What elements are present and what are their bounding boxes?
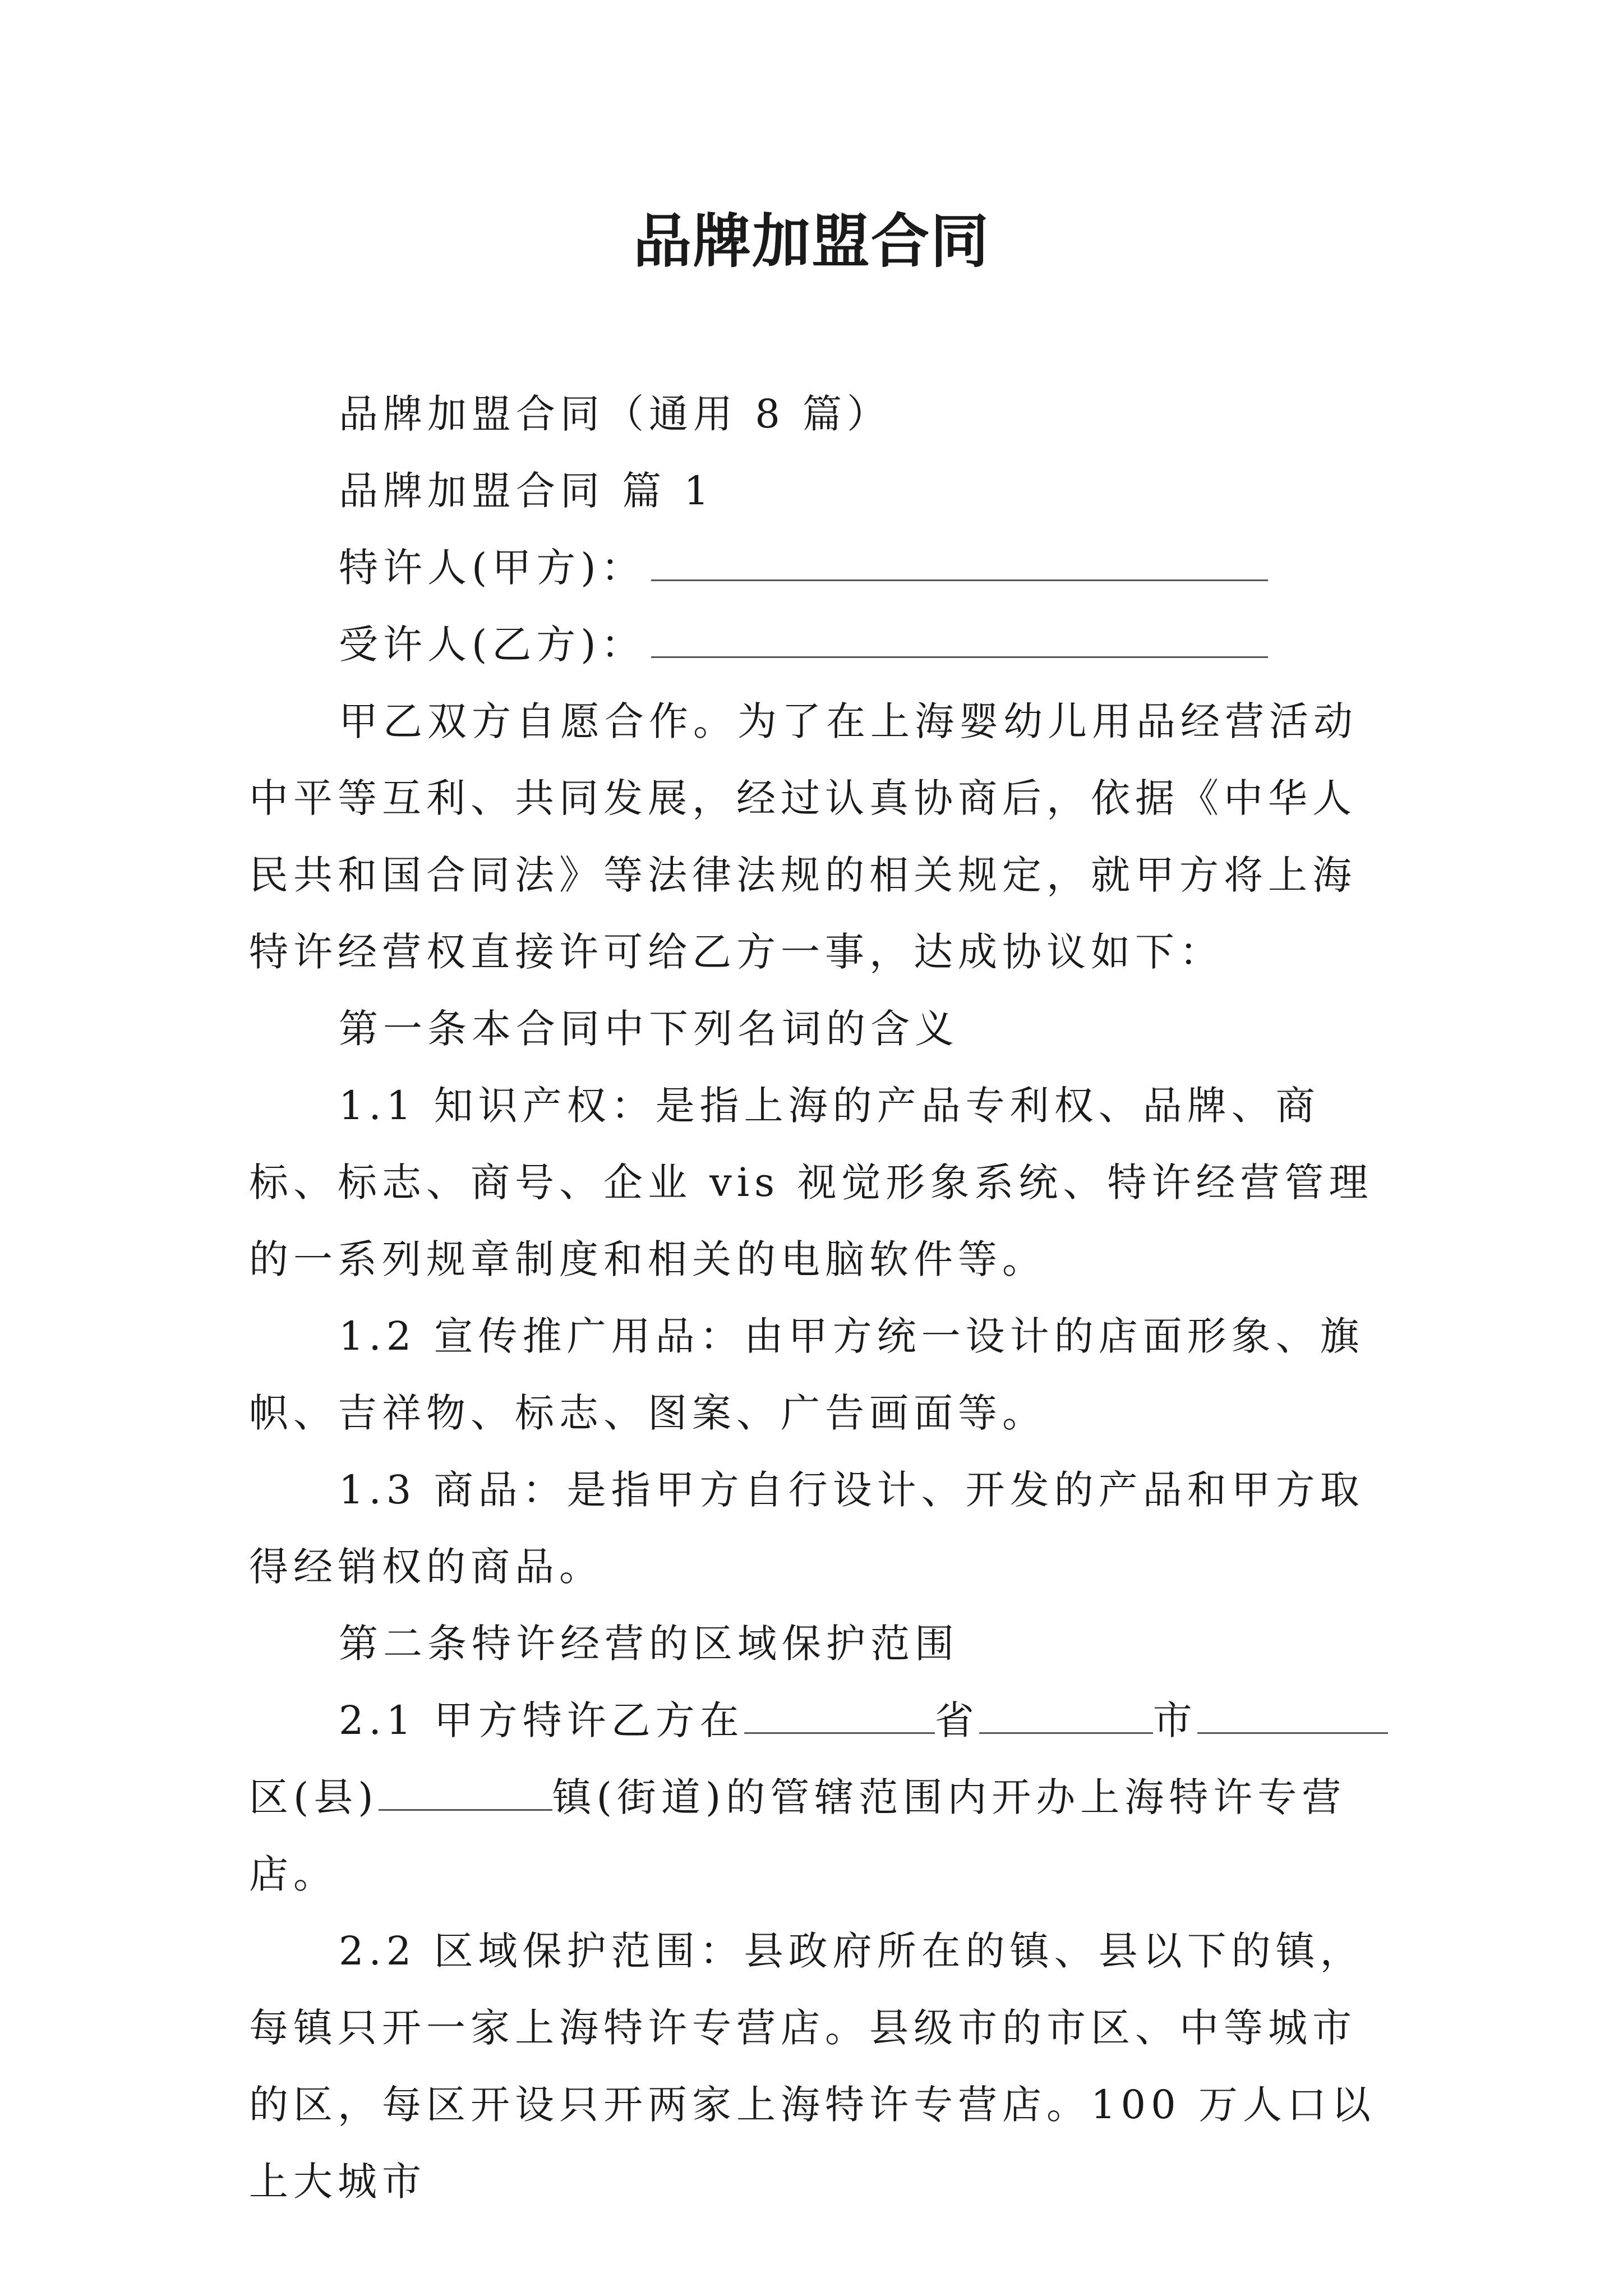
clause-2-1 [249, 1682, 1393, 1913]
document-body [249, 376, 1393, 2220]
clause-2-1-text-4: 区(县) [249, 1774, 379, 1820]
document-subtitle: 品牌加盟合同（通用 8 篇） [339, 391, 892, 437]
intro-paragraph: 甲乙双方自愿合作。为了在上海婴幼儿用品经营活动中平等互利、共同发展，经过认真协商后，依据《中华人民共和国合同法》等法律法规的相关规定，就甲方将上海特许经营权直接许可给乙方一事，达成协议如下： [249, 698, 1358, 975]
clause-2-1-text-1: 2.1 甲方特许乙方在 [339, 1697, 744, 1743]
franchisor-label: 特许人(甲方)： [339, 545, 645, 591]
district-blank-1 [1197, 1693, 1388, 1734]
article-1-heading: 第一条本合同中下列名词的含义 [339, 1006, 959, 1052]
franchisor-blank [651, 540, 1268, 581]
clause-2-1-text-3: 市 [1152, 1697, 1197, 1743]
franchisor-line [249, 530, 1393, 606]
article-2-heading: 第二条特许经营的区域保护范围 [339, 1621, 959, 1667]
clause-2-2: 2.2 区域保护范围：县政府所在的镇、县以下的镇，每镇只开一家上海特许专营店。县级市的市区、中等城市的区，每区开设只开两家上海特许专营店。100 万人口以上大城市 [249, 1928, 1376, 2205]
town-blank [379, 1770, 552, 1811]
clause-1-1: 1.1 知识产权：是指上海的产品专利权、品牌、商标、标志、商号、企业 vis 视觉形象系统、特许经营管理的一系列规章制度和相关的电脑软件等。 [249, 1083, 1373, 1282]
section-heading: 品牌加盟合同 篇 1 [339, 468, 714, 514]
clause-2-1-text-2: 省 [934, 1697, 979, 1743]
clause-1-2: 1.2 宣传推广用品：由甲方统一设计的店面形象、旗帜、吉祥物、标志、图案、广告画面等。 [249, 1313, 1364, 1436]
franchisee-blank [651, 617, 1268, 658]
clause-1-3: 1.3 商品：是指甲方自行设计、开发的产品和甲方取得经销权的商品。 [249, 1467, 1364, 1590]
franchisee-line [249, 606, 1393, 683]
document-title: 品牌加盟合同 [633, 206, 990, 275]
province-blank [744, 1693, 935, 1734]
clause-2-1-text-5: 镇(街道)的管辖范围内开办上海特许专营店。 [249, 1774, 1347, 1897]
franchisee-label: 受许人(乙方)： [339, 622, 645, 668]
city-blank [979, 1693, 1153, 1734]
